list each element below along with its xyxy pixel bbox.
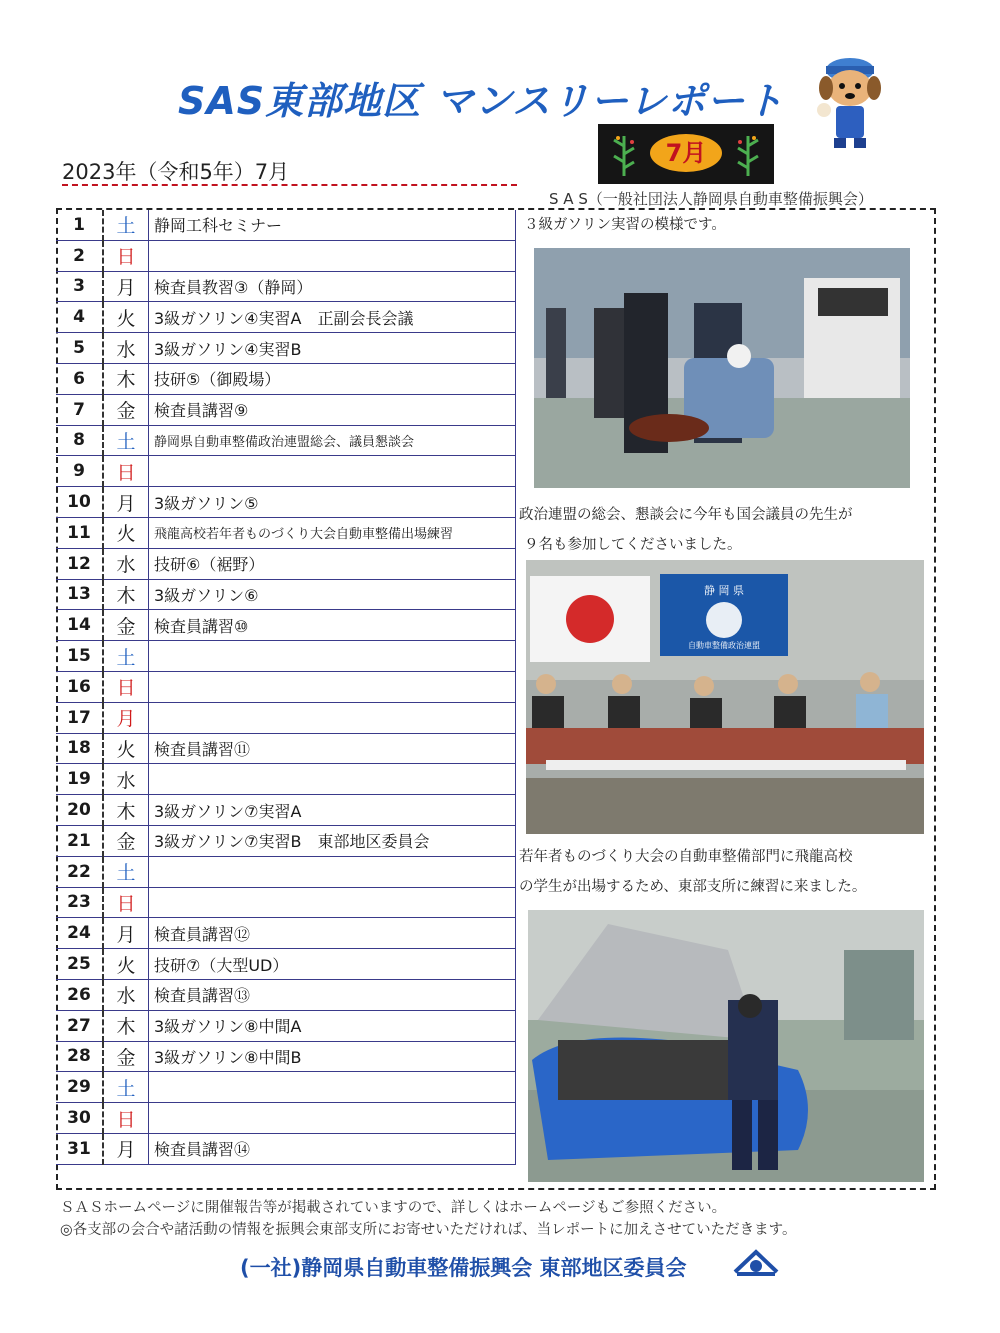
event-text	[149, 1072, 516, 1103]
event-text: 検査員講習⑩	[149, 610, 516, 641]
event-text: 3級ガソリン④実習B	[149, 333, 516, 364]
footer-committee-name: (一社)静岡県自動車整備振興会 東部地区委員会	[240, 1256, 687, 1280]
photo2-scene	[526, 560, 924, 834]
calendar-row	[56, 887, 516, 918]
day-number: 16	[56, 671, 103, 702]
weekday: 金	[103, 825, 149, 856]
calendar-row	[56, 425, 516, 456]
report-title: SAS東部地区 マンスリーレポート	[178, 79, 785, 123]
day-number: 10	[56, 487, 103, 518]
report-date: 2023年（令和5年）7月	[62, 160, 290, 184]
day-number: 12	[56, 548, 103, 579]
weekday: 日	[103, 456, 149, 487]
event-text: 3級ガソリン⑤	[149, 487, 516, 518]
day-number: 3	[56, 271, 103, 302]
weekday: 木	[103, 795, 149, 826]
day-number: 4	[56, 302, 103, 333]
weekday: 月	[103, 1133, 149, 1164]
event-calendar	[56, 210, 516, 1165]
event-text: 検査員講習⑬	[149, 979, 516, 1010]
event-text: 3級ガソリン⑦実習A	[149, 795, 516, 826]
calendar-row	[56, 240, 516, 271]
photo3-caption-line2: の学生が出場するため、東部支所に練習に来ました。	[519, 879, 867, 895]
day-number: 26	[56, 979, 103, 1010]
weekday: 火	[103, 733, 149, 764]
event-text: 検査員講習⑨	[149, 394, 516, 425]
photo-students-practice	[528, 910, 924, 1182]
day-number: 22	[56, 856, 103, 887]
event-text	[149, 1103, 516, 1134]
month-badge	[598, 124, 774, 184]
weekday: 水	[103, 548, 149, 579]
footer-info-request: ◎各支部の会合や諸活動の情報を振興会東部支所にお寄せいただければ、当レポートに加えさせていただきます。	[60, 1222, 797, 1238]
photo-political-league-meeting	[526, 560, 924, 834]
calendar-row	[56, 1072, 516, 1103]
event-text	[149, 240, 516, 271]
date-divider	[62, 184, 517, 186]
calendar-row	[56, 1133, 516, 1164]
banner-title: 静 岡 県	[704, 584, 744, 597]
calendar-row	[56, 1041, 516, 1072]
weekday: 月	[103, 918, 149, 949]
weekday: 金	[103, 1041, 149, 1072]
weekday: 火	[103, 302, 149, 333]
photo-gasoline-practice	[534, 248, 910, 488]
month-label: 7月	[650, 134, 722, 172]
event-text: 静岡県自動車整備政治連盟総会、議員懇談会	[149, 425, 516, 456]
mascot-dog-illustration	[812, 48, 888, 152]
day-number: 24	[56, 918, 103, 949]
day-number: 8	[56, 425, 103, 456]
photo2-caption-line2: ９名も参加してくださいました。	[524, 537, 742, 553]
day-number: 7	[56, 394, 103, 425]
calendar-row	[56, 641, 516, 672]
day-number: 18	[56, 733, 103, 764]
day-number: 31	[56, 1133, 103, 1164]
event-text	[149, 702, 516, 733]
event-text: 技研⑥（裾野）	[149, 548, 516, 579]
calendar-row	[56, 764, 516, 795]
calendar-row	[56, 795, 516, 826]
calendar-row	[56, 271, 516, 302]
calendar-row	[56, 979, 516, 1010]
weekday: 日	[103, 240, 149, 271]
day-number: 28	[56, 1041, 103, 1072]
calendar-row	[56, 394, 516, 425]
event-text: 3級ガソリン⑦実習B 東部地区委員会	[149, 825, 516, 856]
event-text	[149, 764, 516, 795]
photo3-caption-line1: 若年者ものづくり大会の自動車整備部門に飛龍高校	[519, 849, 853, 865]
event-text: 技研⑦（大型UD）	[149, 949, 516, 980]
weekday: 木	[103, 1010, 149, 1041]
event-text	[149, 856, 516, 887]
day-number: 2	[56, 240, 103, 271]
event-text	[149, 456, 516, 487]
day-number: 6	[56, 363, 103, 394]
association-logo-icon	[733, 1248, 779, 1278]
day-number: 1	[56, 210, 103, 240]
banner-subtitle: 自動車整備政治連盟	[688, 641, 760, 650]
calendar-row	[56, 1103, 516, 1134]
weekday: 月	[103, 271, 149, 302]
event-text: 3級ガソリン⑥	[149, 579, 516, 610]
event-text	[149, 641, 516, 672]
event-text: 3級ガソリン④実習A 正副会長会議	[149, 302, 516, 333]
calendar-row	[56, 918, 516, 949]
weekday: 水	[103, 979, 149, 1010]
day-number: 9	[56, 456, 103, 487]
weekday: 土	[103, 425, 149, 456]
calendar-row	[56, 548, 516, 579]
weekday: 木	[103, 579, 149, 610]
event-text: 検査員教習③（静岡）	[149, 271, 516, 302]
calendar-row	[56, 856, 516, 887]
footer-homepage-note: ＳＡＳホームページに開催報告等が掲載されていますので、詳しくはホームページもご参照ください。	[60, 1200, 727, 1216]
calendar-row	[56, 579, 516, 610]
event-text: 技研⑤（御殿場）	[149, 363, 516, 394]
event-text	[149, 671, 516, 702]
weekday: 火	[103, 949, 149, 980]
calendar-row	[56, 456, 516, 487]
event-text: 3級ガソリン⑧中間A	[149, 1010, 516, 1041]
photo2-caption-line1: 政治連盟の総会、懇談会に今年も国会議員の先生が	[519, 507, 853, 523]
weekday: 水	[103, 333, 149, 364]
weekday: 土	[103, 1072, 149, 1103]
weekday: 土	[103, 856, 149, 887]
event-text: 検査員講習⑭	[149, 1133, 516, 1164]
day-number: 11	[56, 517, 103, 548]
weekday: 火	[103, 517, 149, 548]
weekday: 木	[103, 363, 149, 394]
event-text: 飛龍高校若年者ものづくり大会自動車整備出場練習	[149, 517, 516, 548]
leaf-left-icon	[610, 132, 638, 176]
event-text: 検査員講習⑪	[149, 733, 516, 764]
event-text: 3級ガソリン⑧中間B	[149, 1041, 516, 1072]
day-number: 20	[56, 795, 103, 826]
day-number: 19	[56, 764, 103, 795]
day-number: 13	[56, 579, 103, 610]
calendar-row	[56, 517, 516, 548]
weekday: 金	[103, 610, 149, 641]
calendar-row	[56, 210, 516, 240]
calendar-row	[56, 671, 516, 702]
calendar-row	[56, 702, 516, 733]
calendar-row	[56, 949, 516, 980]
weekday: 月	[103, 702, 149, 733]
weekday: 日	[103, 887, 149, 918]
day-number: 27	[56, 1010, 103, 1041]
weekday: 月	[103, 487, 149, 518]
weekday: 水	[103, 764, 149, 795]
weekday: 日	[103, 671, 149, 702]
day-number: 21	[56, 825, 103, 856]
leaf-right-icon	[734, 132, 762, 176]
calendar-row	[56, 363, 516, 394]
photo1-caption: ３級ガソリン実習の模様です。	[524, 217, 726, 233]
calendar-row	[56, 825, 516, 856]
day-number: 5	[56, 333, 103, 364]
calendar-row	[56, 610, 516, 641]
event-text: 検査員講習⑫	[149, 918, 516, 949]
day-number: 30	[56, 1103, 103, 1134]
day-number: 17	[56, 702, 103, 733]
calendar-row	[56, 333, 516, 364]
event-text	[149, 887, 516, 918]
weekday: 金	[103, 394, 149, 425]
weekday: 土	[103, 641, 149, 672]
weekday: 日	[103, 1103, 149, 1134]
day-number: 15	[56, 641, 103, 672]
calendar-row	[56, 1010, 516, 1041]
day-number: 23	[56, 887, 103, 918]
calendar-row	[56, 302, 516, 333]
weekday: 土	[103, 210, 149, 240]
organization-name: S A S（一般社団法人静岡県自動車整備振興会）	[549, 190, 873, 208]
calendar-row	[56, 487, 516, 518]
day-number: 29	[56, 1072, 103, 1103]
event-text: 静岡工科セミナー	[149, 210, 516, 240]
day-number: 25	[56, 949, 103, 980]
calendar-row	[56, 733, 516, 764]
day-number: 14	[56, 610, 103, 641]
